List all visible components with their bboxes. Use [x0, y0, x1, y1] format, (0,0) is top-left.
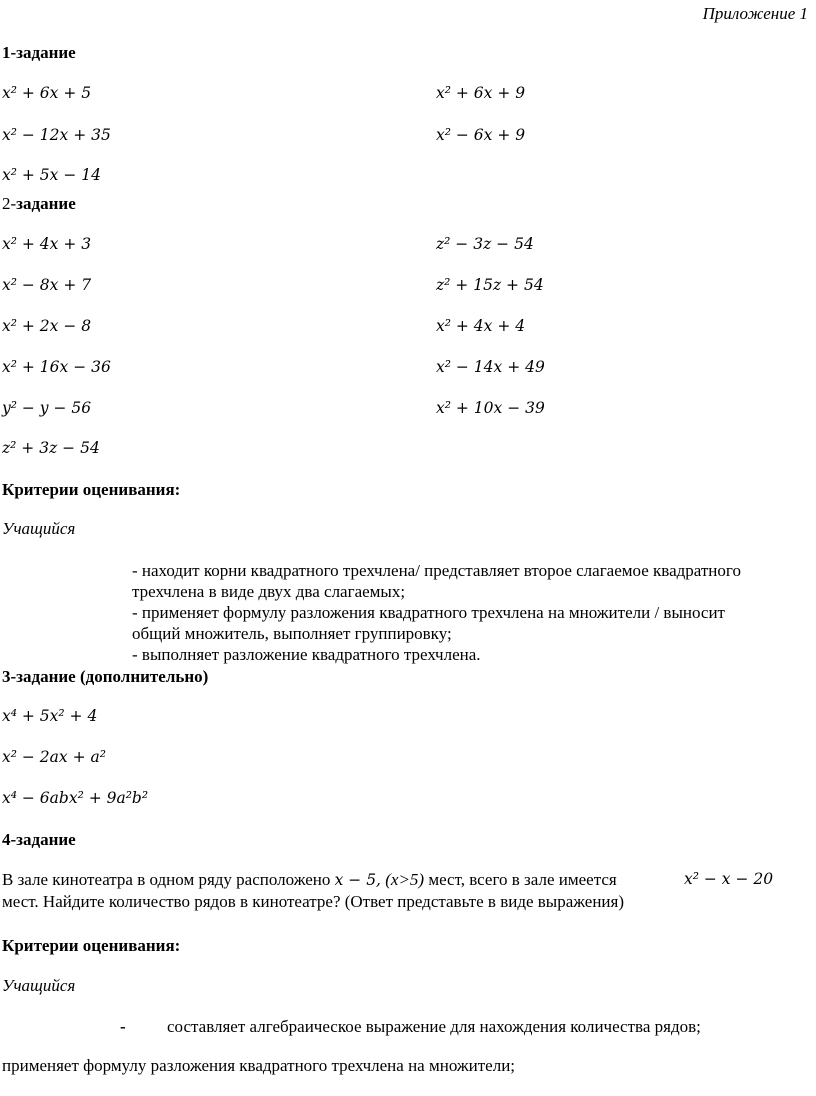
criteria1-line-5: - выполняет разложение квадратного трехчлена. [132, 645, 481, 664]
task1-expr-left-2: x² − 12x + 35 [2, 126, 111, 144]
task4-text-line-1 [2, 869, 617, 891]
task2-expr-right-5: x² + 10x − 39 [436, 399, 545, 417]
task4-text-a: В зале кинотеатра в одном ряду расположено [2, 870, 331, 889]
task1-expr-left-3: x² + 5x − 14 [2, 166, 101, 184]
criteria1-line-2: трехчлена в виде двух два слагаемых; [132, 582, 406, 601]
task4-expr-b: x² − x − 20 [684, 870, 774, 888]
appendix-label: Приложение 1 [702, 4, 808, 23]
task3-heading: 3-задание (дополнительно) [2, 667, 209, 686]
task4-heading: 4-задание [2, 830, 76, 849]
criteria1-line-4: общий множитель, выполняет группировку; [132, 624, 452, 643]
task4-condition: (x>5) [385, 870, 425, 889]
task4-text-b: мест, всего в зале имеется [428, 870, 617, 889]
task2-heading-word: задание [16, 194, 76, 213]
criteria1-heading: Критерии оценивания: [2, 480, 181, 499]
criteria2-line-2: применяет формулу разложения квадратного трехчлена на множители; [2, 1056, 516, 1075]
criteria2-heading: Критерии оценивания: [2, 936, 181, 955]
task2-expr-right-4: x² − 14x + 49 [436, 358, 545, 376]
task2-expr-left-6: z² + 3z − 54 [2, 439, 100, 457]
task2-expr-right-1: z² − 3z − 54 [436, 235, 534, 253]
criteria1-line-1: - находит корни квадратного трехчлена/ представляет второе слагаемое квадратного [132, 561, 741, 580]
task2-heading-number: 2- [2, 194, 17, 213]
task2-expr-right-3: x² + 4x + 4 [436, 317, 526, 335]
task1-heading: 1-задание [2, 43, 76, 62]
criteria2-line-1: составляет алгебраическое выражение для нахождения количества рядов; [167, 1017, 701, 1036]
task2-expr-right-2: z² + 15z + 54 [436, 276, 544, 294]
task2-expr-left-3: x² + 2x − 8 [2, 317, 92, 335]
task1-expr-right-2: x² − 6x + 9 [436, 126, 526, 144]
task2-heading [2, 193, 76, 214]
task4-expr-a: x − 5, [334, 871, 381, 889]
task2-expr-left-4: x² + 16x − 36 [2, 358, 111, 376]
criteria2-dash: - [120, 1017, 126, 1036]
criteria1-student: Учащийся [2, 519, 76, 538]
task2-expr-left-2: x² − 8x + 7 [2, 276, 92, 294]
task4-text-line-2: мест. Найдите количество рядов в кинотеатре? (Ответ представьте в виде выражения) [2, 892, 624, 911]
criteria2-student: Учащийся [2, 976, 76, 995]
task3-expr-2: x² − 2ax + a² [2, 748, 106, 766]
task2-expr-left-5: y² − y − 56 [2, 399, 92, 417]
task3-expr-1: x⁴ + 5x² + 4 [2, 707, 98, 725]
criteria1-line-3: - применяет формулу разложения квадратного трехчлена на множители / выносит [132, 603, 725, 622]
task1-expr-right-1: x² + 6x + 9 [436, 84, 526, 102]
task3-expr-3: x⁴ − 6abx² + 9a²b² [2, 789, 149, 807]
task1-expr-left-1: x² + 6x + 5 [2, 84, 92, 102]
task2-expr-left-1: x² + 4x + 3 [2, 235, 92, 253]
